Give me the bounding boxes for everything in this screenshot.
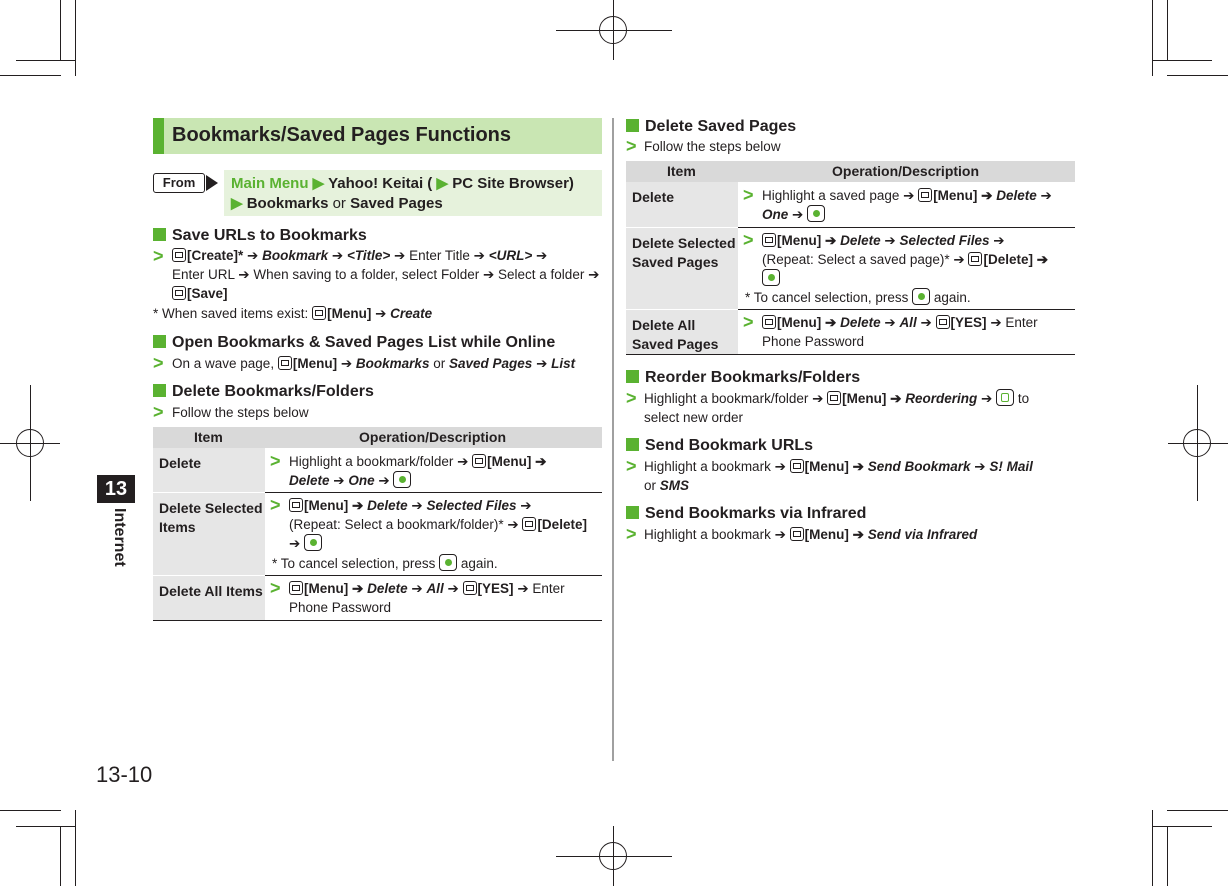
delete-saved-intro: Follow the steps below	[644, 139, 781, 154]
heading-delete-saved: Delete Saved Pages	[626, 118, 796, 136]
mail-key-icon	[790, 459, 804, 473]
path-arrow-icon: ▶	[436, 175, 449, 192]
crop-mark	[1152, 60, 1212, 61]
center-key-icon	[393, 471, 411, 488]
send-urls-steps: Highlight a bookmark ➔ [Menu] ➔ Send Bookmark ➔ S! Mail or SMS	[644, 459, 1033, 493]
delete-bookmarks-intro: Follow the steps below	[172, 405, 309, 420]
heading-save-urls: Save URLs to Bookmarks	[153, 227, 367, 245]
mail-key-icon	[936, 315, 950, 329]
path-or: or	[332, 195, 346, 212]
crop-mark	[1152, 826, 1212, 827]
save-urls-note: * When saved items exist: [Menu] ➔ Create	[153, 306, 433, 321]
heading-square-icon	[153, 228, 166, 241]
row-divider	[738, 227, 1075, 228]
mail-key-icon	[472, 454, 486, 468]
page-title: Bookmarks/Saved Pages Functions	[172, 124, 512, 146]
step-chevron-icon: >	[743, 185, 754, 205]
table-row-note: * To cancel selection, press again.	[272, 556, 498, 571]
crop-mark	[75, 0, 76, 76]
crop-mark	[0, 810, 61, 811]
registration-mark	[16, 429, 44, 457]
path-pc-site-browser: PC Site Browser)	[452, 175, 574, 192]
mail-key-icon	[762, 315, 776, 329]
heading-square-icon	[153, 335, 166, 348]
heading-square-icon	[626, 370, 639, 383]
col-header-operation: Operation/Description	[832, 163, 980, 179]
mail-key-icon	[918, 188, 932, 202]
crop-mark	[75, 810, 76, 886]
send-infrared-steps: Highlight a bookmark ➔ [Menu] ➔ Send via Infrared	[644, 527, 978, 542]
mail-key-icon	[522, 517, 536, 531]
path-bookmarks: Bookmarks	[246, 195, 329, 212]
mail-key-icon	[312, 306, 326, 320]
step-chevron-icon: >	[626, 388, 637, 408]
center-key-icon	[912, 288, 930, 305]
table-row-item: Delete	[626, 182, 738, 227]
crop-mark	[16, 60, 76, 61]
step-chevron-icon: >	[743, 312, 754, 332]
step-chevron-icon: >	[626, 524, 637, 544]
mail-key-icon	[172, 248, 186, 262]
mail-key-icon	[289, 581, 303, 595]
path-saved-pages: Saved Pages	[350, 195, 443, 212]
chapter-label: Internet	[111, 508, 128, 567]
crop-mark	[16, 826, 76, 827]
mail-key-icon	[289, 498, 303, 512]
crop-mark	[1167, 826, 1168, 886]
heading-square-icon	[626, 119, 639, 132]
crop-mark	[0, 75, 61, 76]
heading-delete-bookmarks: Delete Bookmarks/Folders	[153, 383, 374, 401]
table-row-desc: Highlight a saved page ➔ [Menu] ➔ Delete ➔ One ➔	[762, 188, 1052, 222]
col-header-item: Item	[194, 429, 223, 445]
row-divider	[265, 575, 602, 576]
step-chevron-icon: >	[153, 246, 164, 266]
step-chevron-icon: >	[270, 495, 281, 515]
section-title-bar	[153, 118, 602, 154]
table-row-item: Delete All Saved Pages	[626, 310, 738, 354]
from-tag: From	[153, 173, 205, 193]
reorder-steps: Highlight a bookmark/folder ➔ [Menu] ➔ Reordering ➔ to select new order	[644, 391, 1030, 425]
crop-mark	[60, 826, 61, 886]
step-chevron-icon: >	[626, 456, 637, 476]
step-chevron-icon: >	[270, 451, 281, 471]
chapter-tab: 13	[97, 475, 135, 503]
mail-key-icon	[827, 391, 841, 405]
mail-key-icon	[463, 581, 477, 595]
title-accent	[153, 118, 164, 154]
table-row-note: * To cancel selection, press again.	[745, 290, 971, 305]
heading-square-icon	[626, 438, 639, 451]
from-path-box	[224, 170, 602, 216]
table-row-desc: Highlight a bookmark/folder ➔ [Menu] ➔ Delete ➔ One ➔	[289, 454, 547, 488]
table-bottom-border	[153, 620, 602, 621]
path-main-menu: Main Menu	[231, 175, 309, 192]
crop-mark	[1152, 0, 1153, 76]
table-bottom-border	[626, 354, 1075, 355]
step-chevron-icon: >	[153, 402, 164, 422]
heading-square-icon	[626, 506, 639, 519]
registration-mark	[599, 842, 627, 870]
nav-key-icon	[996, 389, 1014, 406]
table-row-desc: [Menu] ➔ Delete ➔ Selected Files ➔ (Repeat: Select a bookmark/folder)* ➔ [Delete] ➔	[289, 498, 587, 551]
center-key-icon	[304, 534, 322, 551]
step-chevron-icon: >	[153, 353, 164, 373]
heading-send-urls: Send Bookmark URLs	[626, 437, 813, 455]
from-arrow-icon	[206, 175, 218, 191]
center-key-icon	[439, 554, 457, 571]
table-row-item: Delete	[153, 448, 265, 492]
table-row-item: Delete Selected Saved Pages	[626, 228, 738, 309]
crop-mark	[1167, 0, 1168, 60]
table-row-item: Delete Selected Items	[153, 493, 265, 575]
mail-key-icon	[968, 252, 982, 266]
crop-mark	[60, 0, 61, 60]
heading-open-list: Open Bookmarks & Saved Pages List while Online	[153, 334, 555, 352]
mail-key-icon	[790, 527, 804, 541]
heading-send-infrared: Send Bookmarks via Infrared	[626, 505, 866, 523]
heading-reorder: Reorder Bookmarks/Folders	[626, 369, 860, 387]
crop-mark	[1167, 810, 1228, 811]
step-chevron-icon: >	[270, 578, 281, 598]
table-row-desc: [Menu] ➔ Delete ➔ Selected Files ➔ (Repeat: Select a saved page)* ➔ [Delete] ➔	[762, 231, 1075, 288]
col-header-item: Item	[667, 163, 696, 179]
row-divider	[265, 492, 602, 493]
mail-key-icon	[762, 233, 776, 247]
center-key-icon	[807, 205, 825, 222]
path-arrow-icon: ▶	[312, 175, 325, 192]
registration-mark	[599, 16, 627, 44]
heading-square-icon	[153, 384, 166, 397]
crop-mark	[1167, 75, 1228, 76]
table-row-item: Delete All Items	[153, 576, 265, 620]
row-divider	[738, 309, 1075, 310]
table-row-desc: [Menu] ➔ Delete ➔ All ➔ [YES] ➔ Enter Phone Password	[762, 315, 1038, 349]
open-list-steps: On a wave page, [Menu] ➔ Bookmarks or Saved Pages ➔ List	[172, 356, 576, 371]
table-header	[626, 161, 1075, 182]
registration-mark	[1183, 429, 1211, 457]
col-header-operation: Operation/Description	[359, 429, 507, 445]
path-yahoo-keitai: Yahoo! Keitai (	[328, 175, 433, 192]
table-row-desc: [Menu] ➔ Delete ➔ All ➔ [YES] ➔ Enter Phone Password	[289, 581, 565, 615]
path-arrow-icon: ▶	[231, 195, 243, 212]
center-key-icon	[762, 269, 780, 286]
crop-mark	[1152, 810, 1153, 886]
save-urls-steps: [Create]* ➔ Bookmark ➔ <Title> ➔ Enter Title ➔ <URL> ➔ Enter URL ➔ When saving to a folder, select Folder ➔ Select a folder ➔ [Save]	[172, 248, 600, 301]
mail-key-icon	[278, 356, 292, 370]
step-chevron-icon: >	[743, 230, 754, 250]
from-path-line2	[231, 194, 443, 212]
table-header	[153, 427, 602, 448]
page-number: 13-10	[96, 762, 153, 787]
from-path-line1	[231, 174, 574, 192]
step-chevron-icon: >	[626, 136, 637, 156]
column-divider	[612, 118, 614, 761]
mail-key-icon	[172, 286, 186, 300]
